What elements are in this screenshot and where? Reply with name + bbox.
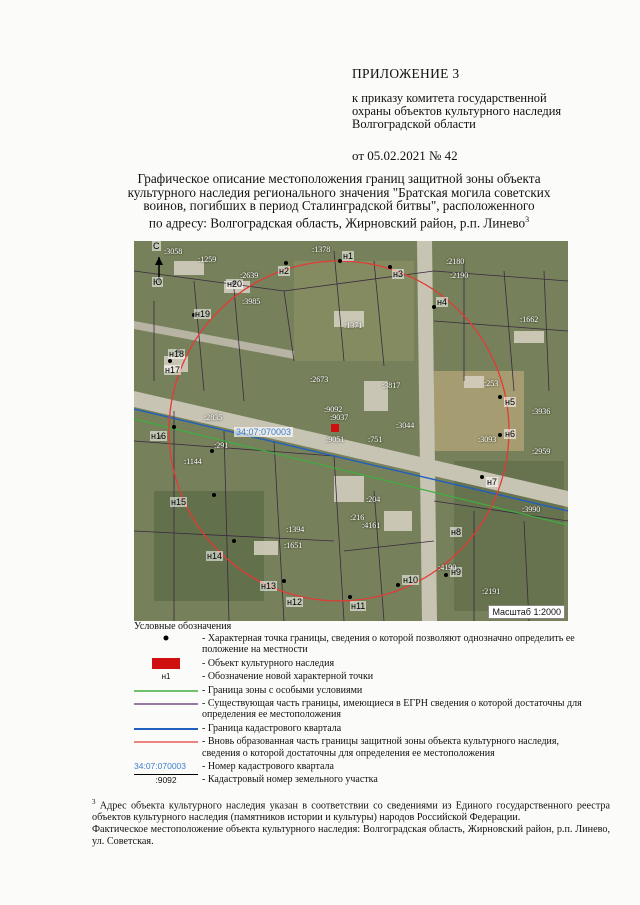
existing-boundary-line-icon [134, 698, 198, 710]
parcel-label: :3044 [396, 421, 415, 430]
point-label: н6 [505, 429, 515, 439]
footnote-mark: 3 [525, 214, 530, 224]
footnote-number: 3 [92, 798, 96, 806]
parcel-label: :4190 [438, 563, 457, 572]
legend-text: - Граница зоны с особыми условиями [202, 684, 363, 696]
legend-item [134, 658, 594, 669]
parcel-label: :3093 [478, 435, 497, 444]
new-point-symbol: н1 [161, 672, 171, 682]
order-line-1: к приказу комитета государственной [352, 91, 547, 105]
order-reference [352, 92, 610, 131]
map-scale: Масштаб 1:2000 [488, 605, 565, 619]
parcel-label: :2959 [532, 447, 551, 456]
point-label: н9 [451, 567, 461, 577]
field-area [154, 491, 264, 601]
title-line-2: культурного наследия регионального значения "Братская могила советских [127, 184, 551, 200]
title-line-3: воинов, погибших в период Сталинградской битвы", расположенного [143, 198, 535, 213]
document-title [92, 172, 586, 229]
boundary-point-icon [134, 633, 198, 645]
title-line-4 [92, 213, 586, 230]
heritage-object-icon [134, 658, 198, 670]
parcel-label: :1394 [286, 525, 305, 534]
compass-north-label: С [153, 241, 160, 251]
parcel-label: :2190 [450, 271, 469, 280]
point-label: н1 [343, 251, 353, 261]
legend [134, 633, 594, 788]
parcel-label: :3936 [532, 407, 551, 416]
parcel-label: :9037 [330, 413, 349, 422]
point-label: н12 [287, 597, 302, 607]
parcel-label: :1259 [198, 255, 217, 264]
footnote-text-1: Адрес объекта культурного наследия указан в соответствии со сведениями из Единого государственного реестра объектов культурного наследия (памятников истории и культуры) народов Российской Федерации. [92, 800, 611, 824]
legend-text: - Обозначение новой характерной точки [202, 671, 374, 683]
legend-item [134, 685, 594, 696]
legend-text: - Вновь образованная часть границы защитной зоны объекта культурного наследия, сведения о которой достаточны для определения ее местоположения [202, 736, 560, 759]
point-label: н17 [165, 365, 180, 375]
point-label: н10 [403, 575, 418, 585]
point-label: н7 [487, 477, 497, 487]
title-line-1: Графическое описание местоположения границ защитной зоны объекта [137, 171, 541, 186]
legend-item [134, 633, 594, 656]
legend-item [134, 671, 594, 682]
point-label: н18 [169, 349, 184, 359]
parcel-label: :1378 [312, 245, 331, 254]
parcel-label: :216 [350, 513, 365, 522]
parcel-label: :751 [368, 435, 383, 444]
parcel-label: :1371 [344, 321, 363, 330]
compass-south-label: Ю [153, 277, 163, 287]
legend-item [134, 698, 594, 721]
legend-text: - Существующая часть границы, имеющиеся в ЕГРН сведения о которой достаточны для определения ее местоположения [202, 698, 582, 721]
parcel-label: :2673 [310, 375, 329, 384]
point-label: н19 [195, 309, 210, 319]
point-label: н20 [227, 279, 242, 289]
cadastral-quarter-label: 34:07:070003 [236, 427, 292, 437]
parcel-label: :1662 [520, 315, 539, 324]
parcel-label: :3990 [522, 505, 541, 514]
legend-text: - Номер кадастрового квартала [202, 761, 334, 773]
parcel-label: :3985 [242, 297, 261, 306]
zone-boundary-line-icon [134, 685, 198, 697]
parcel-label: :9051 [326, 435, 345, 444]
legend-text: - Характерная точка границы, сведения о которой позволяют однозначно определить ее положение на местности [202, 633, 575, 656]
legend-item [134, 774, 594, 785]
point-label: н5 [505, 397, 515, 407]
point-label: н11 [351, 601, 366, 611]
parcel-label: :1651 [284, 541, 303, 550]
footnote-paragraph-1 [92, 796, 610, 824]
point-label: н16 [151, 431, 166, 441]
order-line-2: охраны объектов культурного наследия [352, 104, 562, 118]
point-label: н15 [171, 497, 186, 507]
point-label: н14 [207, 551, 222, 561]
heritage-object-marker [331, 424, 339, 432]
point-label: н3 [393, 269, 403, 279]
legend-text: - Объект культурного наследия [202, 657, 335, 669]
quarter-number-symbol: 34:07:070003 [134, 761, 186, 772]
parcel-label: :9092 [324, 405, 343, 414]
parcel-label: :291 [214, 441, 229, 450]
point-label: н2 [279, 266, 289, 276]
footnote [92, 796, 610, 848]
legend-text: - Кадастровый номер земельного участка [202, 774, 378, 786]
legend-text: - Граница кадастрового квартала [202, 722, 342, 734]
point-label: н13 [261, 581, 276, 591]
map-view [134, 241, 568, 621]
parcel-label: :1144 [184, 457, 202, 466]
parcel-label: :2180 [446, 257, 465, 266]
map-graphics [134, 241, 568, 621]
parcel-label: :3058 [164, 247, 183, 256]
order-date: от 05.02.2021 № 42 [352, 148, 458, 163]
appendix-heading: ПРИЛОЖЕНИЕ 3 [352, 66, 460, 81]
legend-title: Условные обозначения [134, 621, 232, 632]
point-label: н8 [451, 527, 461, 537]
cadastral-boundary-line-icon [134, 723, 198, 735]
parcel-label: :2639 [240, 271, 259, 280]
parcel-label: :2835 [204, 413, 223, 422]
title-line-4-text: по адресу: Волгоградская область, Жирновский район, р.п. Линево [148, 214, 526, 230]
legend-item [134, 723, 594, 734]
parcel-label: :4161 [362, 521, 381, 530]
point-label: н4 [437, 297, 447, 307]
parcel-number-symbol: :9092 [134, 774, 198, 787]
parcel-label: :2191 [482, 587, 501, 596]
parcel-label: :3817 [382, 381, 401, 390]
new-boundary-line-icon [134, 736, 198, 748]
legend-item [134, 761, 594, 772]
order-line-3: Волгоградской области [352, 117, 476, 131]
legend-item [134, 736, 594, 759]
parcel-label: :253 [484, 379, 499, 388]
parcel-label: :204 [366, 495, 381, 504]
footnote-paragraph-2: Фактическое местоположение объекта культурного наследия: Волгоградская область, Жирновский район, р.п. Линево, ул. Советская. [92, 824, 610, 848]
